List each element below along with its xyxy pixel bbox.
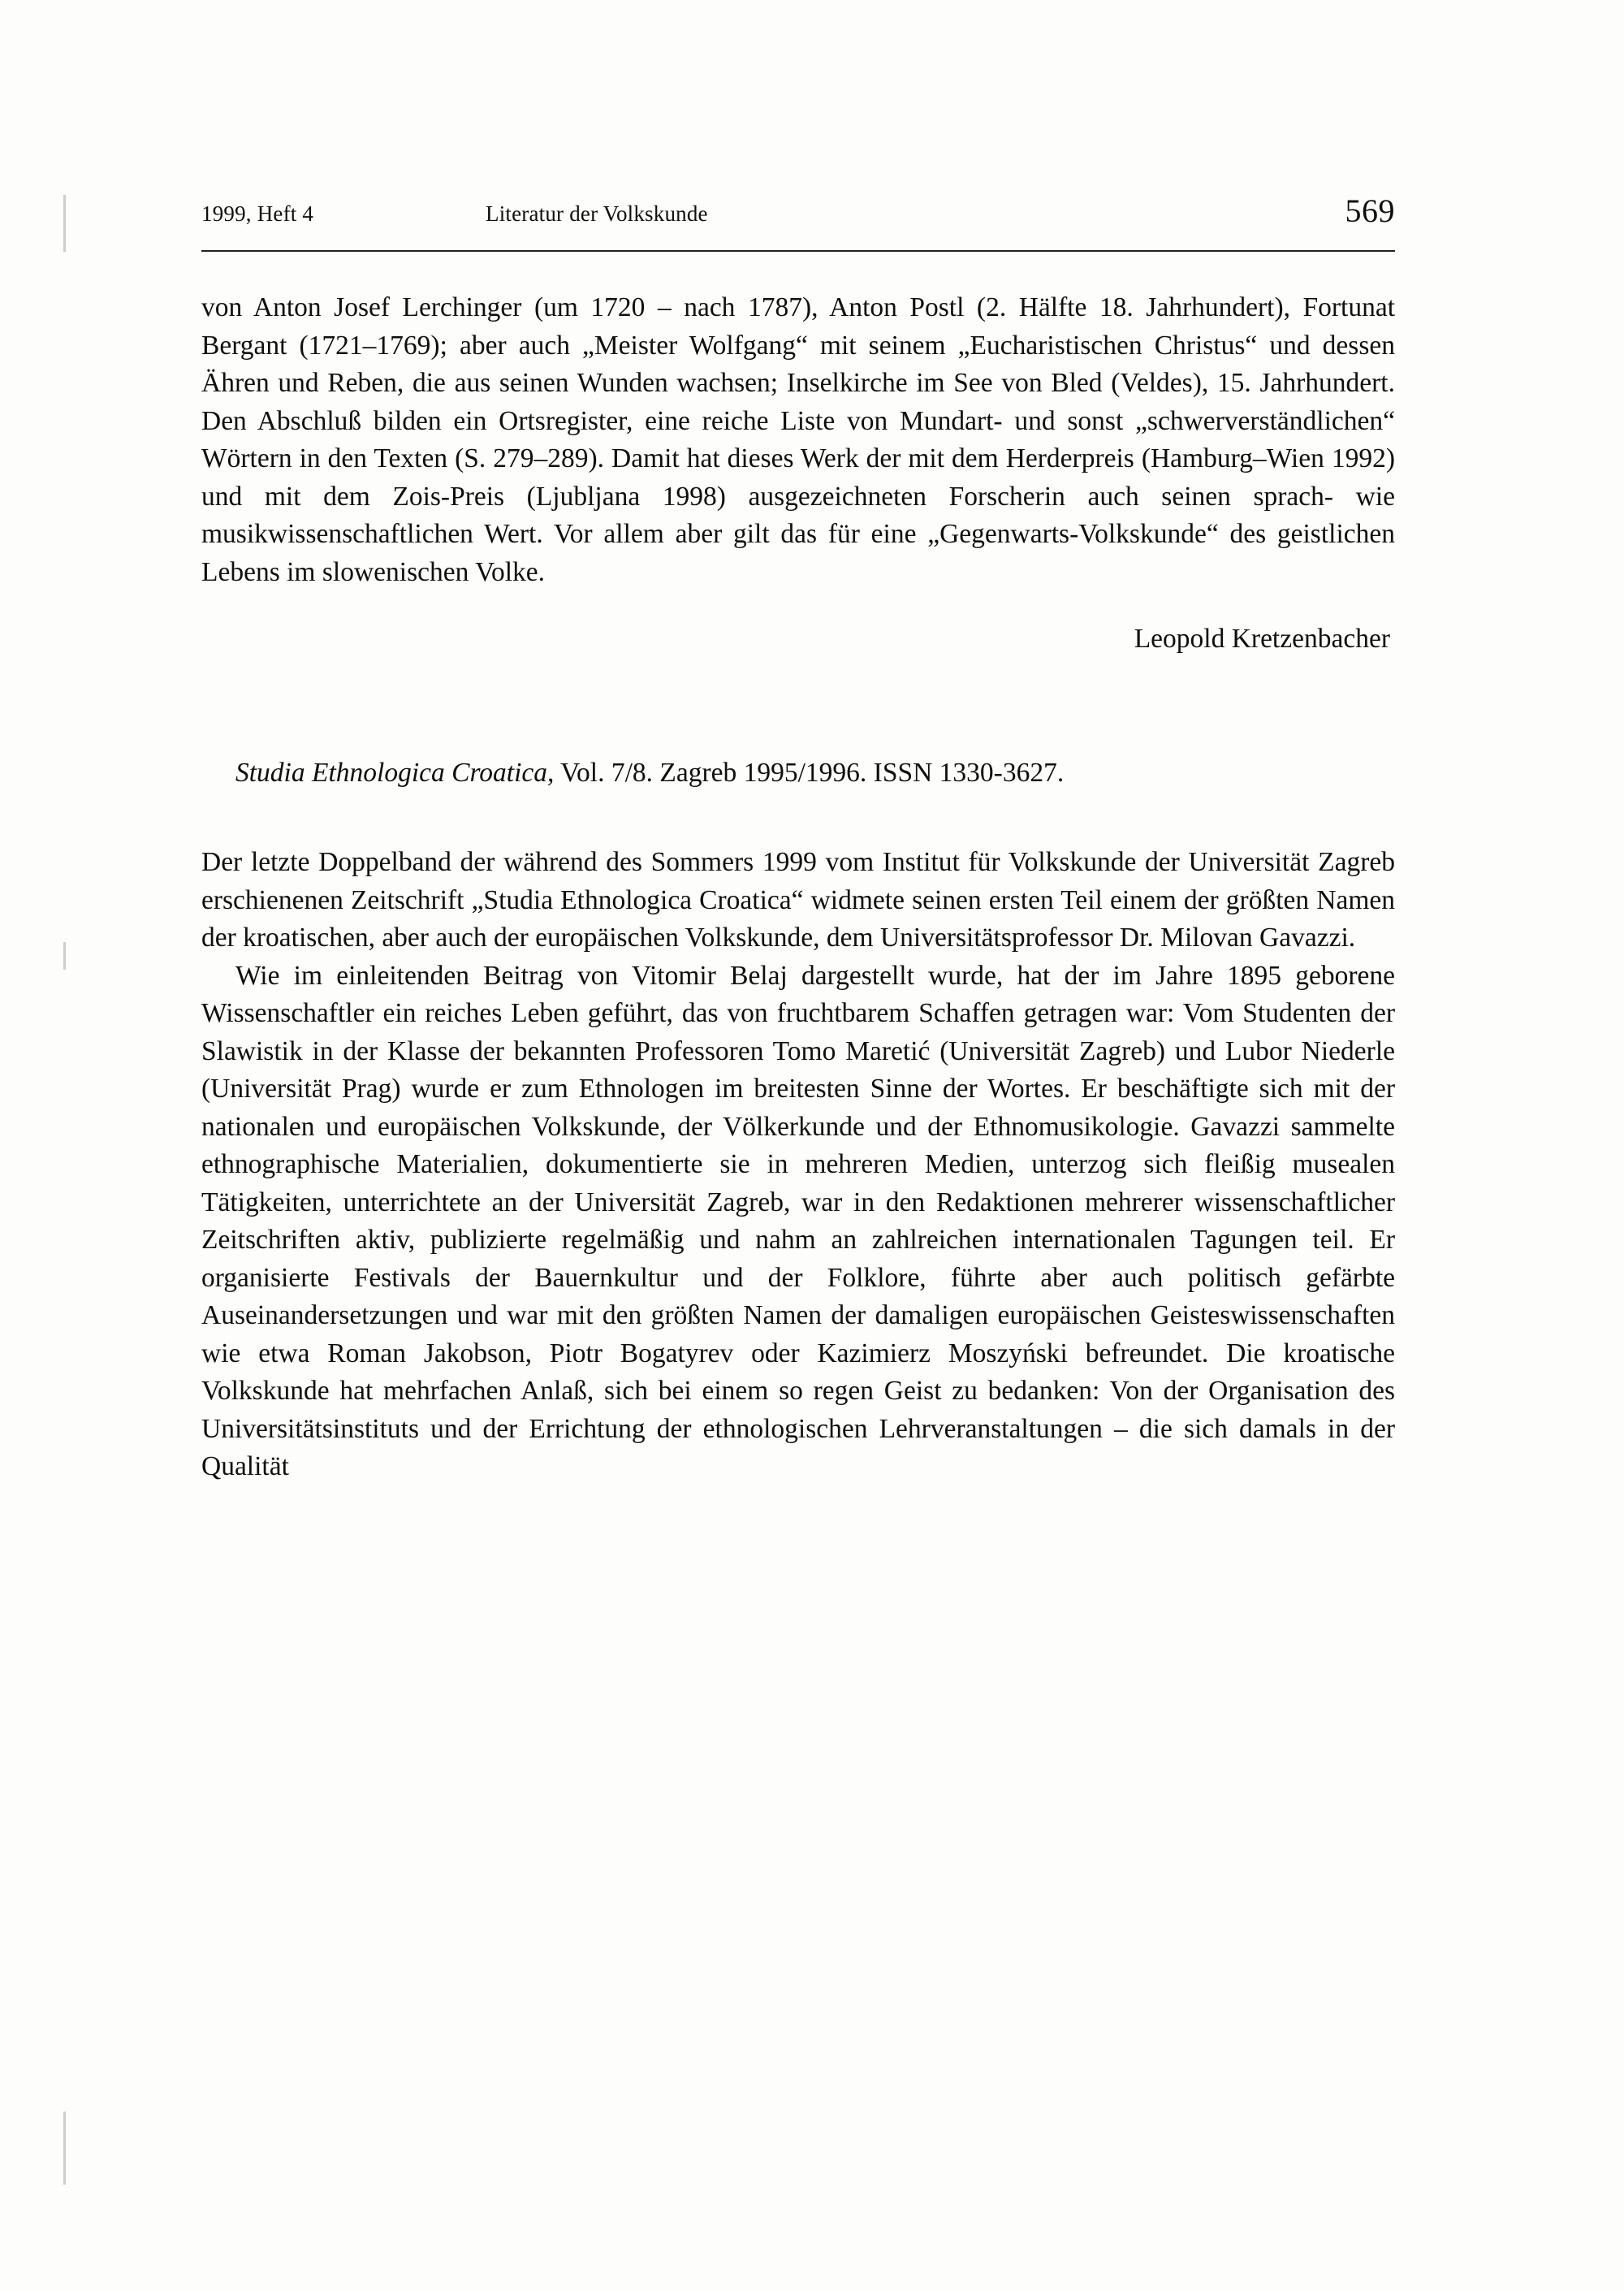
article-body [201, 289, 1395, 1486]
header-rule [201, 250, 1395, 252]
paragraph-continuation: von Anton Josef Lerchinger (um 1720 – nach 1787), Anton Postl (2. Hälfte 18. Jahrhundert), Fortunat Bergant (1721–1769); aber auch „Meister Wolfgang“ mit seinem „Eucharistischen Christus“ und dessen Ähren und Reben, die aus seinen Wunden wachsen; Inselkirche im See von Bled (Veldes), 15. Jahrhundert. Den Abschluß bilden ein Ortsregister, eine reiche Liste von Mundart- und sonst „schwerverständlichen“ Wörtern in den Texten (S. 279–289). Damit hat dieses Werk der mit dem Herderpreis (Hamburg–Wien 1992) und mit dem Zois-Preis (Ljubljana 1998) ausgezeichneten Forscherin auch seinen sprach- wie musikwissenschaftlichen Wert. Vor allem aber gilt das für eine „Gegenwarts-Volkskunde“ des geistlichen Lebens im slowenischen Volke. [201, 292, 1395, 587]
scan-artifact-mid [63, 942, 66, 970]
page-content [201, 0, 1395, 1486]
running-head [201, 192, 1395, 239]
review-paragraph-1: Der letzte Doppelband der während des Sommers 1999 vom Institut für Volkskunde der Universität Zagreb erschienenen Zeitschrift „Studia Ethnologica Croatica“ widmete seinen ersten Teil einem der größten Namen der kroatischen, aber auch der europäischen Volkskunde, dem Universitätsprofessor Dr. Milovan Gavazzi. [201, 847, 1395, 953]
reference-title: Studia Ethnologica Croatica, [235, 758, 555, 788]
review-signature: Leopold Kretzenbacher [1134, 624, 1390, 654]
reference-details: Vol. 7/8. Zagreb 1995/1996. ISSN 1330-3627. [554, 758, 1065, 788]
issue-label: 1999, Heft 4 [201, 201, 314, 226]
reference-heading [201, 754, 1395, 792]
section-title: Literatur der Volkskunde [486, 201, 708, 226]
scan-artifact-bottom [63, 2112, 66, 2185]
review-paragraph-2: Wie im einleitenden Beitrag von Vitomir Belaj dargestellt wurde, hat der im Jahre 1895 geborene Wissenschaftler ein reiches Leben geführt, das von fruchtbarem Schaffen getragen war: Vom Studenten der Slawistik in der Klasse der bekannten Professoren Tomo Maretić (Universität Zagreb) und Lubor Niederle (Universität Prag) wurde er zum Ethnologen im breitesten Sinne der Wortes. Er beschäftigte sich mit der nationalen und europäischen Volkskunde, der Völkerkunde und der Ethnomusikologie. Gavazzi sammelte ethnographische Materialien, dokumentierte sie in mehreren Medien, unterzog sich fleißig musealen Tätigkeiten, unterrichtete an der Universität Zagreb, war in den Redaktionen mehrerer wissenschaftlicher Zeitschriften aktiv, publizierte regelmäßig und nahm an zahlreichen internationalen Tagungen teil. Er organisierte Festivals der Bauernkultur und der Folklore, führte aber auch politisch gefärbte Auseinandersetzungen und war mit den größten Namen der damaligen europäischen Geisteswissenschaften wie etwa Roman Jakobson, Piotr Bogatyrev oder Kazimierz Moszyński befreundet. Die kroatische Volkskunde hat mehrfachen Anlaß, sich bei einem so regen Geist zu bedanken: Von der Organisation des Universitätsinstituts und der Errichtung der ethnologischen Lehrveranstaltungen – die sich damals in der Qualität [201, 960, 1395, 1481]
review-body [201, 844, 1395, 1486]
page-number: 569 [1345, 192, 1395, 229]
scan-artifact-top [63, 195, 66, 252]
